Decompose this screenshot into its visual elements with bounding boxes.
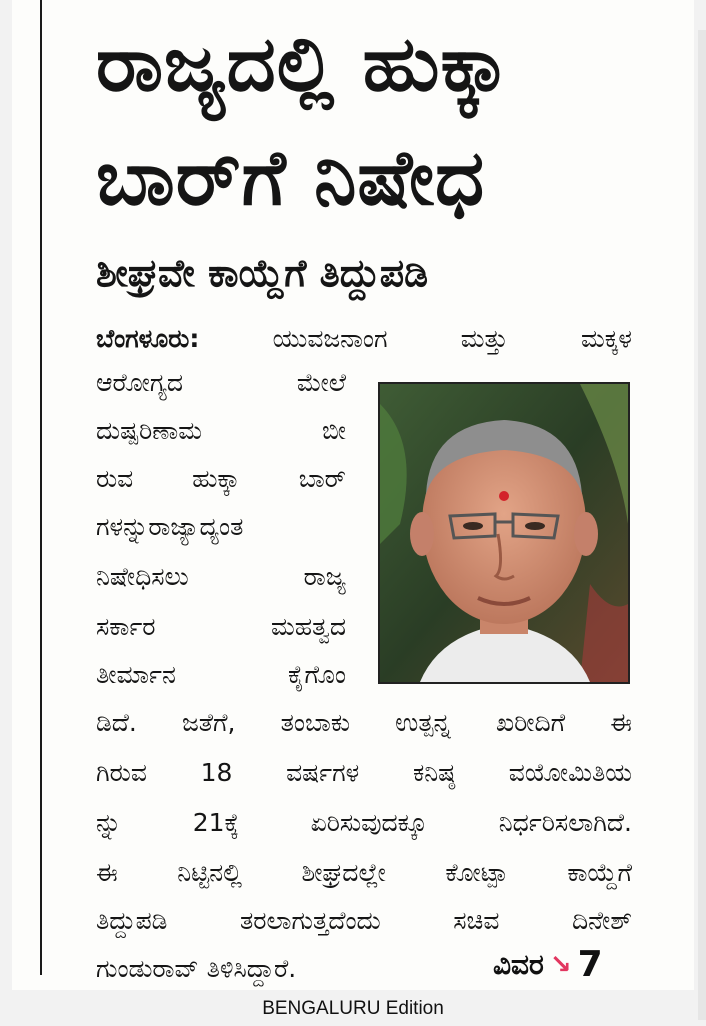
body-wide-line: ಡಿದೆ. ಜತೆಗೆ, ತಂಬಾಕು ಉತ್ಪನ್ನ ಖರೀದಿಗೆ ಈ <box>96 708 632 737</box>
body-narrow-line: ತೀರ್ಮಾನ ಕೈಗೊಂ <box>96 660 346 689</box>
column-rule <box>40 0 42 975</box>
body-narrow-line: ನಿಷೇಧಿಸಲು ರಾಜ್ಯ <box>96 562 346 591</box>
dateline: ಬೆಂಗಳೂರು: <box>96 324 200 353</box>
body-line-1 <box>96 322 632 356</box>
body-narrow-line: ರುವ ಹುಕ್ಕಾ ಬಾರ್ <box>96 464 346 493</box>
continued-on-page[interactable] <box>493 945 603 985</box>
body-wide-line: ಗಿರುವ 18 ವರ್ಷಗಳ ಕನಿಷ್ಠ ವಯೋಮಿತಿಯ <box>96 758 632 787</box>
page-edge <box>698 30 706 1020</box>
body-narrow-line: ಸರ್ಕಾರ ಮಹತ್ವದ <box>96 612 346 641</box>
minister-photo <box>378 382 630 684</box>
subheadline: ಶೀಘ್ರವೇ ಕಾಯ್ದೆಗೆ ತಿದ್ದುಪಡಿ <box>96 251 429 295</box>
portrait-illustration <box>380 384 628 682</box>
edition-label: BENGALURU Edition <box>262 998 444 1019</box>
details-label: ವಿವರ <box>493 948 544 981</box>
body-line-1-text: ಯುವಜನಾಂಗ ಮತ್ತು ಮಕ್ಕಳ <box>272 324 632 353</box>
body-wide-line: ಈ ನಿಟ್ಟಿನಲ್ಲಿ ಶೀಘ್ರದಲ್ಲೇ ಕೋಟ್ಪಾ ಕಾಯ್ದೆಗೆ <box>96 858 632 887</box>
headline-line-2: ಬಾರ್‌ಗೆ ನಿಷೇಧ <box>96 133 486 222</box>
headline-line-1: ರಾಜ್ಯದಲ್ಲಿ ಹುಕ್ಕಾ <box>96 19 510 108</box>
arrow-down-right-icon: ↘ <box>549 950 572 980</box>
body-last-line: ಗುಂಡುರಾವ್ ತಿಳಿಸಿದ್ದಾರೆ. <box>96 954 297 983</box>
body-narrow-line: ಗಳನ್ನುರಾಜ್ಯಾದ್ಯಂತ <box>96 512 244 541</box>
body-narrow-line: ದುಷ್ಪರಿಣಾಮ ಬೀ <box>96 416 346 445</box>
body-narrow-line: ಆರೋಗ್ಯದ ಮೇಲೆ <box>96 368 346 397</box>
details-page-number: 7 <box>577 944 603 985</box>
body-wide-line: ನ್ನು 21ಕ್ಕೆ ಏರಿಸುವುದಕ್ಕೂ ನಿರ್ಧರಿಸಲಾಗಿದೆ. <box>96 808 632 837</box>
body-wide-line: ತಿದ್ದುಪಡಿ ತರಲಾಗುತ್ತದೆಂದು ಸಚಿವ ದಿನೇಶ್ <box>96 906 632 935</box>
